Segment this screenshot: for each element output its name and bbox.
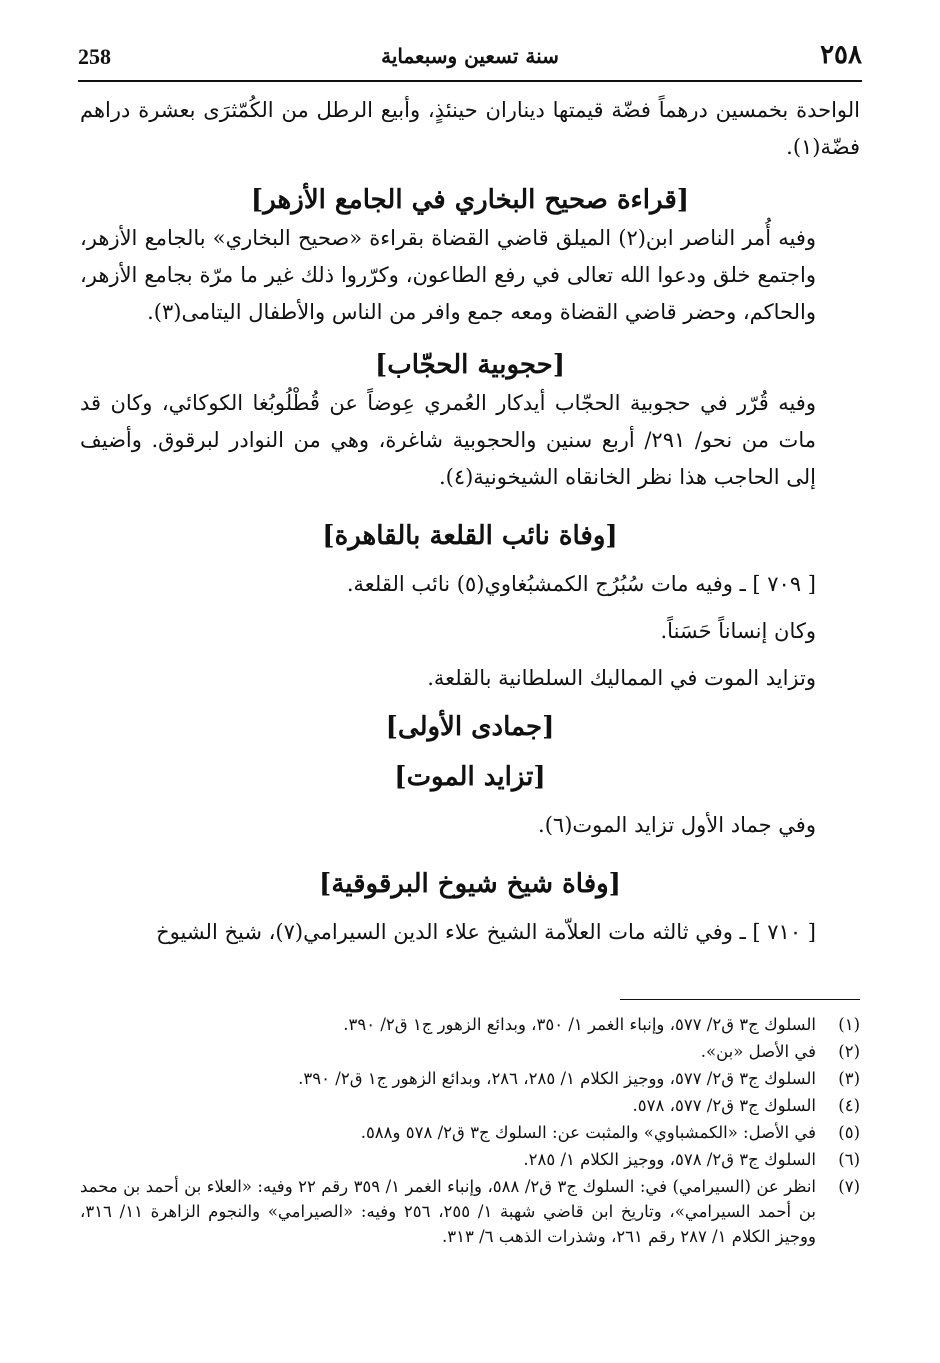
header-rule bbox=[78, 80, 862, 82]
footnote-text: انظر عن (السيرامي) في: السلوك ج٣ ق٢/ ٥٨٨، وإنباء الغمر ١/ ٣٥٩ رقم ٢٢ وفيه: «العلاء بن أحمد بن محمد بن أحمد السيرامي»، وتاريخ ابن قاضي شهبة ١/ ٢٥٥، ٢٥٦ وفيه: «الصيرامي» والنجوم الزاهرة ١١/ ٣١٦، ووجيز الكلام ١/ ٢٨٧ رقم ٢٦١، وشذرات الذهب ٦/ ٣١٣. bbox=[80, 1177, 817, 1246]
footnote-text: السلوك ج٣ ق٢/ ٥٧٧، ووجيز الكلام ١/ ٢٨٥، ٢٨٦، وبدائع الزهور ج١ ق٢/ ٣٩٠. bbox=[298, 1069, 816, 1088]
footnote-text: السلوك ج٣ ق٢/ ٥٧٨، ووجيز الكلام ١/ ٢٨٥. bbox=[523, 1150, 816, 1169]
footnote bbox=[80, 1012, 860, 1037]
paragraph: وفيه أُمر الناصر ابن(٢) الميلق قاضي القضاة بقراءة «صحيح البخاري» بالجامع الأزهر، واجتمع خلق ودعوا الله تعالى في رفع الطاعون، وكرّروا ذلك غير ما مرّة بجامع الأزهر، والحاكم، وحضر قاضي القضاة ومعه جمع وافر من الناس والأطفال اليتامى(٣). bbox=[80, 226, 816, 324]
footnote-text: في الأصل «بن». bbox=[700, 1042, 816, 1061]
footnote-number: (٧) bbox=[838, 1177, 860, 1196]
entry-line: وفي جماد الأول تزايد الموت(٦). bbox=[538, 813, 816, 837]
entry-line: وكان إنساناً حَسَناً. bbox=[660, 619, 816, 643]
footnote-text: في الأصل: «الكمشباوي» والمثبت عن: السلوك ج٣ ق٢/ ٥٧٨ و٥٨٨. bbox=[360, 1123, 816, 1142]
footnote bbox=[80, 1147, 860, 1172]
footnote bbox=[80, 1039, 860, 1064]
footnote-number: (٤) bbox=[838, 1096, 860, 1115]
section-heading: [تزايد الموت] bbox=[394, 762, 546, 792]
footnote bbox=[80, 1093, 860, 1118]
section-heading: [وفاة نائب القلعة بالقاهرة] bbox=[322, 521, 618, 551]
section-heading: [وفاة شيخ شيوخ البرقوقية] bbox=[319, 869, 621, 899]
footnote-text: السلوك ج٣ ق٢/ ٥٧٧، وإنباء الغمر ١/ ٣٥٠، وبدائع الزهور ج١ ق٢/ ٣٩٠. bbox=[343, 1015, 816, 1034]
footnote bbox=[80, 1066, 860, 1091]
footnote bbox=[80, 1120, 860, 1145]
footnote-rule bbox=[620, 999, 860, 1000]
entry-line: وتزايد الموت في المماليك السلطانية بالقلعة. bbox=[427, 666, 816, 690]
page-number-latin: 258 bbox=[78, 44, 111, 69]
page-number-arabic: ٢٥٨ bbox=[820, 40, 862, 70]
paragraph: [ ٧١٠ ] ـ وفي ثالثه مات العلاّمة الشيخ علاء الدين السيرامي(٧)، شيخ الشيوخ bbox=[156, 920, 816, 944]
paragraph: الواحدة بخمسين درهماً فضّة قيمتها ديناران حينئذٍ، وأبيع الرطل من الكُمّثرَى بعشرة دراهم فضّة(١). bbox=[80, 98, 860, 159]
running-title: سنة تسعين وسبعماية bbox=[381, 44, 559, 68]
footnote-number: (٢) bbox=[838, 1042, 860, 1061]
footnote-number: (٥) bbox=[838, 1123, 860, 1142]
main-text bbox=[80, 92, 860, 951]
footnote bbox=[80, 1174, 860, 1249]
footnote-text: السلوك ج٣ ق٢/ ٥٧٧، ٥٧٨. bbox=[632, 1096, 816, 1115]
page-header bbox=[78, 38, 862, 78]
entry-line: [ ٧٠٩ ] ـ وفيه مات سُبُرُج الكمشبُغاوي(٥) نائب القلعة. bbox=[346, 572, 816, 596]
footnote-number: (٦) bbox=[838, 1150, 860, 1169]
section-heading: [حجوبية الحجّاب] bbox=[374, 350, 566, 380]
section-heading: [قراءة صحيح البخاري في الجامع الأزهر] bbox=[250, 185, 690, 215]
footnotes bbox=[80, 1010, 860, 1251]
paragraph: وفيه قُرّر في حجوبية الحجّاب أيدكار العُمري عِوضاً عن قُطْلُوبُغا الكوكائي، وكان قد مات من نحو/ ٢٩١/ أربع سنين والحجوبية شاغرة، وهي من النوادر لبرقوق. وأضيف إلى الحاجب هذا نظر الخانقاه الشيخونية(٤). bbox=[80, 391, 816, 489]
section-heading: [جمادى الأولى] bbox=[385, 712, 555, 742]
footnote-number: (٣) bbox=[838, 1069, 860, 1088]
footnote-number: (١) bbox=[838, 1015, 860, 1034]
